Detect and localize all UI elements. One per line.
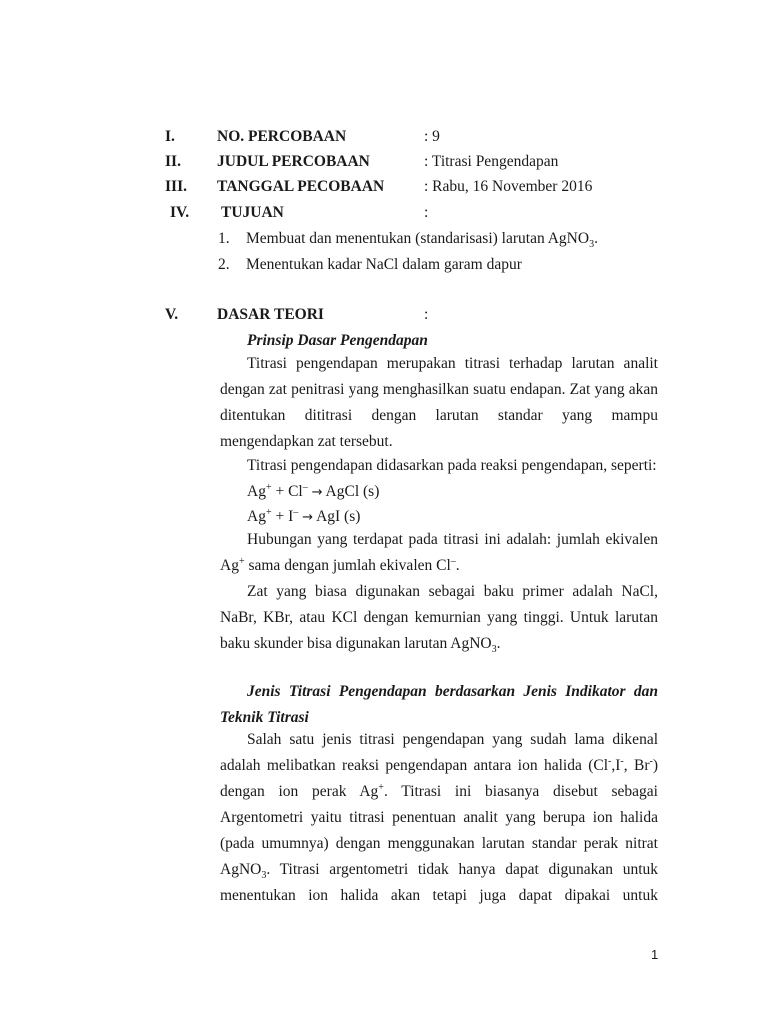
equation-agcl: Ag+ + Cl– → AgCl (s) (247, 481, 380, 500)
row-value: : Titrasi Pengendapan (424, 153, 559, 170)
subheading-prinsip: Prinsip Dasar Pengendapan (247, 332, 428, 349)
row-number: III. (165, 178, 187, 195)
row-label: TUJUAN (221, 204, 284, 221)
row-number: II. (165, 153, 181, 170)
row-value: : (424, 204, 429, 221)
list-number: 2. (218, 256, 230, 273)
row-label: JUDUL PERCOBAAN (217, 153, 370, 170)
row-value: : Rabu, 16 November 2016 (424, 178, 593, 195)
paragraph-4: Zat yang biasa digunakan sebagai baku primer adalah NaCl, NaBr, KBr, atau KCl dengan kemurnian yang tinggi. Untuk larutan baku skunder bisa digunakan larutan AgNO$_3$. (220, 583, 658, 656)
row-value: : 9 (424, 128, 440, 145)
row-value: : (424, 306, 429, 323)
paragraph-3: Hubungan yang terdapat pada titrasi ini adalah: jumlah ekivalen Ag+ sama dengan jumlah ekivalen Cl–. (220, 531, 658, 574)
paragraph-2: Titrasi pengendapan didasarkan pada reaksi pengendapan, seperti: (247, 457, 657, 474)
paragraph-1: Titrasi pengendapan merupakan titrasi terhadap larutan analit dengan zat penitrasi yang menghasilkan suatu endapan. Zat yang akan ditentukan dititrasi dengan larutan standar yang mampu mengendapkan zat tersebut. (220, 355, 658, 450)
paragraph-5: Salah satu jenis titrasi pengendapan yang sudah lama dikenal adalah melibatkan reaksi pengendapan antara ion halida (Cl-,I-, Br-) dengan ion perak Ag+. Titrasi ini biasanya disebut sebagai Argentometri yaitu titrasi penentuan analit yang berupa ion halida (pada umumnya) dengan menggunakan larutan standar perak nitrat AgNO$_3$. Titrasi argentometri tidak hanya dapat digunakan untuk menentukan ion halida akan tetapi juga dapat dipakai untuk (220, 731, 658, 904)
arrow-icon: → (302, 510, 314, 525)
row-number: V. (165, 306, 179, 323)
row-label: NO. PERCOBAAN (217, 128, 347, 145)
row-number: I. (165, 128, 175, 145)
row-label: TANGGAL PECOBAAN (217, 178, 385, 195)
row-label: DASAR TEORI (217, 306, 324, 323)
list-text: Menentukan kadar NaCl dalam garam dapur (246, 256, 522, 273)
subheading-jenis-titrasi: Jenis Titrasi Pengendapan berdasarkan Jenis Indikator dan Teknik Titrasi (220, 683, 658, 726)
tujuan-item-1 (218, 229, 598, 251)
list-number: 1. (218, 230, 230, 247)
page-number: 1 (651, 947, 659, 962)
tujuan-item-2 (218, 255, 522, 275)
arrow-icon: → (311, 485, 323, 500)
equation-agi: Ag+ + I– → AgI (s) (247, 506, 361, 525)
list-text: Membuat dan menentukan (standarisasi) larutan AgNO$_3$. (246, 230, 598, 251)
row-number: IV. (170, 204, 190, 221)
